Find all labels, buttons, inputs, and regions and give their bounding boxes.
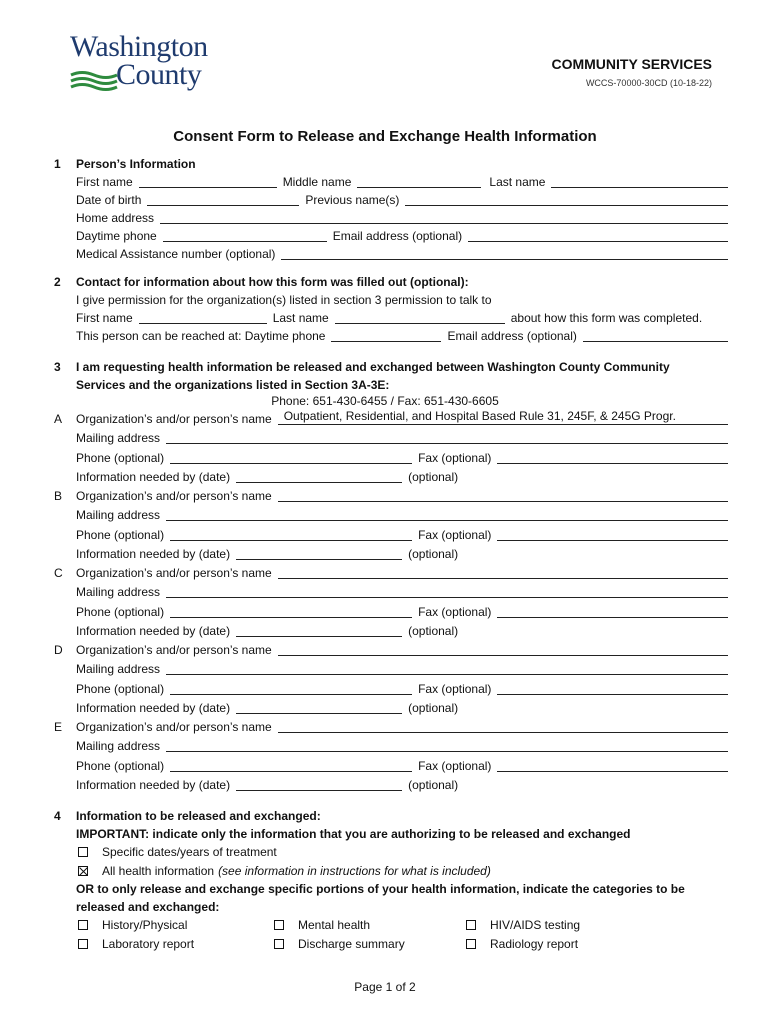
needed-by-field[interactable] — [236, 624, 402, 637]
reached-at-label: This person can be reached at: Daytime phone — [76, 329, 326, 343]
fax-label: Fax (optional) — [418, 527, 492, 542]
org-letter: B — [54, 489, 63, 503]
section-4-important-text: IMPORTANT: indicate only the information that you are authorizing to be released and exchanged — [76, 827, 631, 841]
org-phone-row — [76, 756, 734, 774]
org-name-label: Organization’s and/or person’s name — [76, 566, 272, 580]
middle-name-field[interactable] — [357, 175, 481, 188]
section-3-heading-line-2: Services and the organizations listed in Section 3A-3E: — [76, 378, 390, 392]
org-name-field[interactable] — [278, 409, 728, 425]
mailing-address-field[interactable] — [166, 739, 728, 752]
org-name-field[interactable] — [278, 489, 728, 502]
category-history — [78, 918, 187, 932]
middle-name-label: Middle name — [282, 175, 352, 189]
optional-label: (optional) — [408, 623, 459, 638]
dob-field[interactable] — [147, 193, 299, 206]
phone-field[interactable] — [170, 682, 412, 695]
section-3-heading-row-2 — [76, 375, 734, 393]
contact-email-label: Email address (optional) — [447, 329, 577, 343]
section-4-or-row-2 — [76, 897, 734, 915]
phone-field[interactable] — [170, 759, 412, 772]
contact-last-name-field[interactable] — [335, 311, 505, 324]
org-phone-row — [76, 448, 734, 466]
needed-by-field[interactable] — [236, 778, 402, 791]
phone-field[interactable] — [170, 528, 412, 541]
last-name-label: Last name — [489, 175, 546, 189]
category-mental-health — [274, 918, 370, 932]
optional-label: (optional) — [408, 469, 459, 484]
ma-number-label: Medical Assistance number (optional) — [76, 247, 276, 261]
mental-health-checkbox[interactable] — [274, 920, 284, 930]
option-specific-dates — [78, 845, 277, 859]
lab-label: Laboratory report — [102, 937, 195, 951]
needed-by-field[interactable] — [236, 470, 402, 483]
discharge-checkbox[interactable] — [274, 939, 284, 949]
previous-names-label: Previous name(s) — [305, 193, 400, 207]
first-name-label: First name — [76, 175, 133, 189]
org-letter: C — [54, 566, 63, 580]
section-2-number: 2 — [54, 275, 61, 289]
section-2-heading-row — [76, 272, 734, 290]
optional-label: (optional) — [408, 700, 459, 715]
lab-checkbox[interactable] — [78, 939, 88, 949]
needed-by-label: Information needed by (date) — [76, 623, 231, 638]
org-name-row — [76, 640, 734, 658]
section-4-heading-row — [76, 806, 734, 824]
mailing-address-field[interactable] — [166, 508, 728, 521]
section-1-heading-row — [76, 154, 734, 172]
org-mailing-row — [76, 505, 734, 523]
contact-last-name-label: Last name — [272, 311, 329, 325]
needed-by-field[interactable] — [236, 547, 402, 560]
mailing-address-field[interactable] — [166, 662, 728, 675]
radiology-checkbox[interactable] — [466, 939, 476, 949]
logo-text-washington: Washington — [70, 30, 208, 63]
all-health-info-label: All health information — [102, 864, 215, 878]
fax-field[interactable] — [497, 451, 728, 464]
org-mailing-row — [76, 428, 734, 446]
contact-email-field[interactable] — [583, 329, 728, 342]
fax-field[interactable] — [497, 528, 728, 541]
section-4-or-row-1 — [76, 879, 734, 897]
org-name-field[interactable] — [278, 643, 728, 656]
first-name-field[interactable] — [139, 175, 277, 188]
all-health-info-note: (see information in instructions for what is included) — [218, 864, 491, 878]
section-3-heading-line-1: I am requesting health information be released and exchanged between Washington County Community — [76, 360, 670, 374]
phone-label: Phone (optional) — [76, 450, 165, 465]
section-2-heading: Contact for information about how this form was filled out (optional): — [76, 275, 469, 289]
mailing-address-field[interactable] — [166, 585, 728, 598]
or-text-line-1: OR to only release and exchange specific portions of your health information, indicate the categories to be — [76, 882, 685, 896]
s1-address-row — [76, 208, 734, 226]
mailing-address-field[interactable] — [166, 431, 728, 444]
s1-name-row — [76, 172, 734, 190]
fax-label: Fax (optional) — [418, 681, 492, 696]
org-name-label: Organization’s and/or person’s name — [76, 489, 272, 503]
org-name-label: Organization’s and/or person’s name — [76, 720, 272, 734]
org-needed-row — [76, 698, 734, 716]
org-mailing-row — [76, 736, 734, 754]
history-label: History/Physical — [102, 918, 188, 932]
section-1-heading: Person’s Information — [76, 157, 196, 171]
home-address-field[interactable] — [160, 211, 728, 224]
last-name-field[interactable] — [551, 175, 728, 188]
ma-number-field[interactable] — [281, 247, 728, 260]
org-name-field[interactable] — [278, 566, 728, 579]
org-name-field[interactable] — [278, 720, 728, 733]
contact-first-name-label: First name — [76, 311, 133, 325]
daytime-phone-field[interactable] — [163, 229, 327, 242]
daytime-phone-label: Daytime phone — [76, 229, 157, 243]
hiv-label: HIV/AIDS testing — [490, 918, 581, 932]
section-3-heading-row-1 — [76, 357, 734, 375]
category-discharge — [274, 937, 405, 951]
needed-by-label: Information needed by (date) — [76, 469, 231, 484]
needed-by-label: Information needed by (date) — [76, 777, 231, 792]
previous-names-field[interactable] — [405, 193, 728, 206]
needed-by-field[interactable] — [236, 701, 402, 714]
discharge-label: Discharge summary — [298, 937, 405, 951]
home-address-label: Home address — [76, 211, 155, 225]
category-radiology — [466, 937, 578, 951]
mailing-address-label: Mailing address — [76, 508, 161, 523]
fax-label: Fax (optional) — [418, 604, 492, 619]
org-phone-row — [76, 525, 734, 543]
hiv-checkbox[interactable] — [466, 920, 476, 930]
org-title: COMMUNITY SERVICES — [551, 56, 712, 72]
org-mailing-row — [76, 659, 734, 677]
email-field[interactable] — [468, 229, 728, 242]
org-needed-row — [76, 775, 734, 793]
history-checkbox[interactable] — [78, 920, 88, 930]
mailing-address-label: Mailing address — [76, 662, 161, 677]
optional-label: (optional) — [408, 546, 459, 561]
section-3-number: 3 — [54, 360, 61, 374]
org-name-row — [76, 563, 734, 581]
mental-health-label: Mental health — [298, 918, 371, 932]
org-name-row — [76, 486, 734, 504]
fax-field[interactable] — [497, 605, 728, 618]
phone-label: Phone (optional) — [76, 527, 165, 542]
or-text-line-2: released and exchanged: — [76, 900, 220, 914]
org-phone-row — [76, 679, 734, 697]
wccs-contact-numbers: Phone: 651-430-6455 / Fax: 651-430-6605 — [271, 394, 499, 408]
section-1-number: 1 — [54, 157, 61, 171]
fax-field[interactable] — [497, 759, 728, 772]
org-name-row — [76, 409, 734, 427]
specific-dates-label: Specific dates/years of treatment — [102, 845, 277, 859]
org-needed-row — [76, 544, 734, 562]
option-all-health-info — [78, 864, 491, 878]
org-letter: E — [54, 720, 63, 734]
org-letter: A — [54, 412, 63, 426]
optional-label: (optional) — [408, 777, 459, 792]
mailing-address-label: Mailing address — [76, 431, 161, 446]
email-label: Email address (optional) — [332, 229, 463, 243]
contact-first-name-field[interactable] — [139, 311, 267, 324]
s1-ma-row — [76, 244, 734, 262]
s2-permission-row — [76, 290, 734, 308]
s2-reach-row — [76, 326, 734, 344]
s1-phone-row — [76, 226, 734, 244]
s1-dob-row — [76, 190, 734, 208]
org-needed-row — [76, 621, 734, 639]
section-4-important-row — [76, 824, 734, 842]
needed-by-label: Information needed by (date) — [76, 546, 231, 561]
phone-label: Phone (optional) — [76, 681, 165, 696]
logo-waves-icon — [70, 70, 118, 92]
radiology-label: Radiology report — [490, 937, 579, 951]
org-name-label: Organization’s and/or person’s name — [76, 412, 272, 426]
s2-name-row — [76, 308, 734, 326]
needed-by-label: Information needed by (date) — [76, 700, 231, 715]
category-hiv — [466, 918, 580, 932]
phone-field[interactable] — [170, 451, 412, 464]
mailing-address-label: Mailing address — [76, 585, 161, 600]
page-number: Page 1 of 2 — [354, 980, 416, 994]
dob-label: Date of birth — [76, 193, 142, 207]
fax-field[interactable] — [497, 682, 728, 695]
phone-label: Phone (optional) — [76, 604, 165, 619]
org-name-label: Organization’s and/or person’s name — [76, 643, 272, 657]
category-lab — [78, 937, 194, 951]
org-letter: D — [54, 643, 63, 657]
fax-label: Fax (optional) — [418, 758, 492, 773]
org-name-row — [76, 717, 734, 735]
washington-county-logo — [68, 30, 228, 94]
section-4-heading: Information to be released and exchanged: — [76, 809, 321, 823]
mailing-address-label: Mailing address — [76, 739, 161, 754]
org-phone-row — [76, 602, 734, 620]
form-code: WCCS-70000-30CD (10-18-22) — [585, 78, 712, 88]
document-title: Consent Form to Release and Exchange Health Information — [173, 128, 597, 145]
permission-text: I give permission for the organization(s) listed in section 3 permission to talk to — [76, 293, 492, 307]
phone-field[interactable] — [170, 605, 412, 618]
contact-phone-field[interactable] — [331, 329, 441, 342]
specific-dates-checkbox[interactable] — [78, 847, 88, 857]
org-mailing-row — [76, 582, 734, 600]
org-name-value: Outpatient, Residential, and Hospital Based Rule 31, 245F, & 245G Progr. — [283, 409, 676, 423]
org-needed-row — [76, 467, 734, 485]
section-4-number: 4 — [54, 809, 61, 823]
all-health-info-checkbox[interactable] — [78, 866, 88, 876]
about-form-text: about how this form was completed. — [510, 311, 703, 325]
logo-text-county: County — [116, 58, 202, 91]
fax-label: Fax (optional) — [418, 450, 492, 465]
phone-label: Phone (optional) — [76, 758, 165, 773]
